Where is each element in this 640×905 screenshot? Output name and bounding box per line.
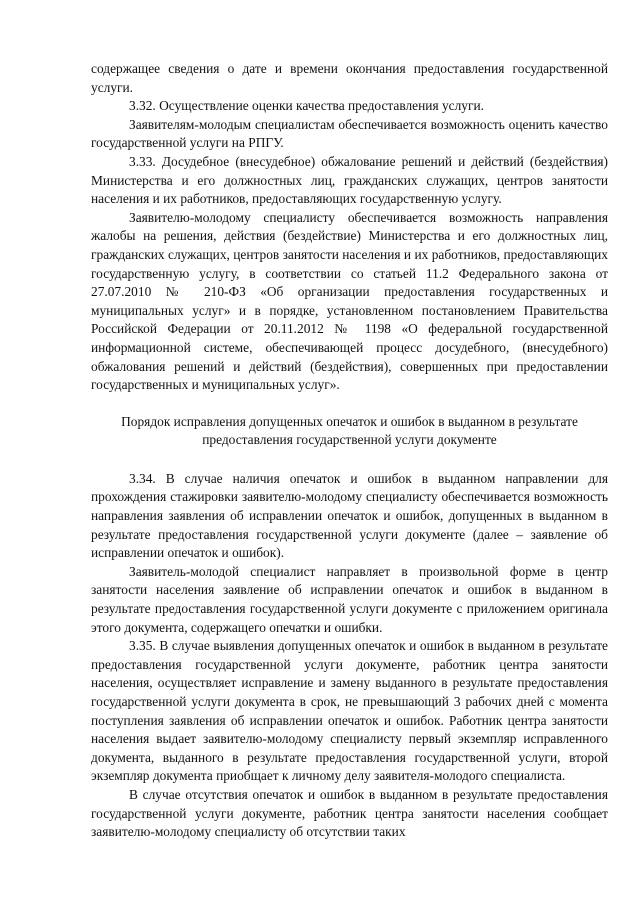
paragraph-no-errors: В случае отсутствия опечаток и ошибок в выданном в результате предоставления государственной услуги документе, работник центра занятости населения сообщает заявителю-молодому специалисту об отсутствии таких bbox=[91, 786, 608, 840]
section-heading-line-2: предоставления государственной услуги документе bbox=[202, 432, 497, 448]
paragraph-3-35: 3.35. В случае выявления допущенных опечаток и ошибок в выданном в результате предоставления государственной услуги документе, работник центра занятости населения, осуществляет исправление и замену выданного в результате предоставления государственной услуги документа в срок, не превышающий 3 рабочих дней с момента поступления заявления об исправлении опечаток и ошибок. Работник центра занятости населения выдает заявителю-молодому специалисту первый экземпляр исправленного документа, выданного в результате предоставления государственной услуги, второй экземпляр документа приобщает к личному делу заявителя-молодого специалиста. bbox=[91, 638, 608, 784]
paragraph-3-34: 3.34. В случае наличия опечаток и ошибок в выданном направлении для прохождения стажировки заявителю-молодому специалисту обеспечивается возможность направления заявления об исправлении опечаток и ошибок, допущенных в выданном в результате предоставления государственной услуги документе (далее – заявление об исправлении опечаток и ошибок). bbox=[91, 470, 608, 561]
paragraph-3-32: 3.32. Осуществление оценки качества предоставления услуги. bbox=[129, 98, 484, 114]
section-heading bbox=[91, 413, 608, 450]
paragraph-continuation: содержащее сведения о дате и времени окончания предоставления государственной услуги. bbox=[91, 61, 608, 95]
paragraph-quality-assessment: Заявителям-молодым специалистам обеспечивается возможность оценить качество государственной услуги на РПГУ. bbox=[91, 116, 608, 151]
paragraph-3-33: 3.33. Досудебное (внесудебное) обжалование решений и действий (бездействия) Министерства и его должностных лиц, гражданских служащих, центров занятости населения и их работников, предоставляющих государственную услугу. bbox=[91, 153, 608, 207]
paragraph-applicant-request: Заявитель-молодой специалист направляет в произвольной форме в центр занятости населения заявление об исправлении опечаток и ошибок в выданном в результате предоставления государственной услуги документе с приложением оригинала этого документа, содержащего опечатки и ошибки. bbox=[91, 563, 608, 635]
section-heading-line-1: Порядок исправления допущенных опечаток и ошибок в выданном в результате bbox=[121, 413, 578, 429]
paragraph-complaint-rights: Заявителю-молодому специалисту обеспечивается возможность направления жалобы на решения, действия (бездействие) Министерства и его должностных лиц, гражданских служащих, центров занятости населения и их работников, предоставляющих государственную услугу, в соответствии со статьей 11.2 Федерального закона от 27.07.2010 № 210-ФЗ «Об организации предоставления государственных и муниципальных услуг» и в порядке, установленном постановлением Правительства Российской Федерации от 20.11.2012 № 1198 «О федеральной государственной информационной системе, обеспечивающей процесс досудебного, (внесудебного) обжалования решений и действий (бездействия), совершенных при предоставлении государственных и муниципальных услуг». bbox=[91, 209, 608, 393]
